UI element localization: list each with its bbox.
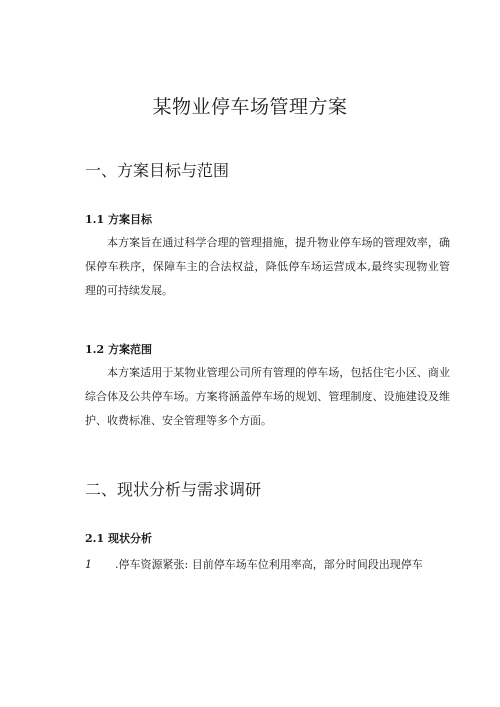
list-item xyxy=(85,556,455,572)
list-item-number: 1 xyxy=(85,558,92,571)
document-title: 某物业停车场管理方案 xyxy=(152,96,348,118)
subsection-heading-2-1: 2.1 现状分析 xyxy=(85,532,152,545)
paragraph-1-1: 本方案旨在通过科学合理的管理措施，提升物业停车场的管理效率，确保停车秩序，保障车主的合法权益，降低停车场运营成本,最终实现物业管理的可持续发展。 xyxy=(85,236,450,297)
section-heading-1: 一、方案目标与范围 xyxy=(85,161,230,180)
list-item-text: .停车资源紧张: 目前停车场车位利用率高，部分时间段出现停车 xyxy=(115,558,423,571)
subsection-heading-1-1: 1.1 方案目标 xyxy=(85,213,152,226)
paragraph-1-2: 本方案适用于某物业管理公司所有管理的停车场，包括住宅小区、商业综合体及公共停车场。方案将涵盖停车场的规划、管理制度、设施建设及维护、收费标准、安全管理等多个方面。 xyxy=(85,366,450,427)
section-heading-2: 二、现状分析与需求调研 xyxy=(85,480,262,499)
subsection-heading-1-2: 1.2 方案范围 xyxy=(85,343,152,356)
